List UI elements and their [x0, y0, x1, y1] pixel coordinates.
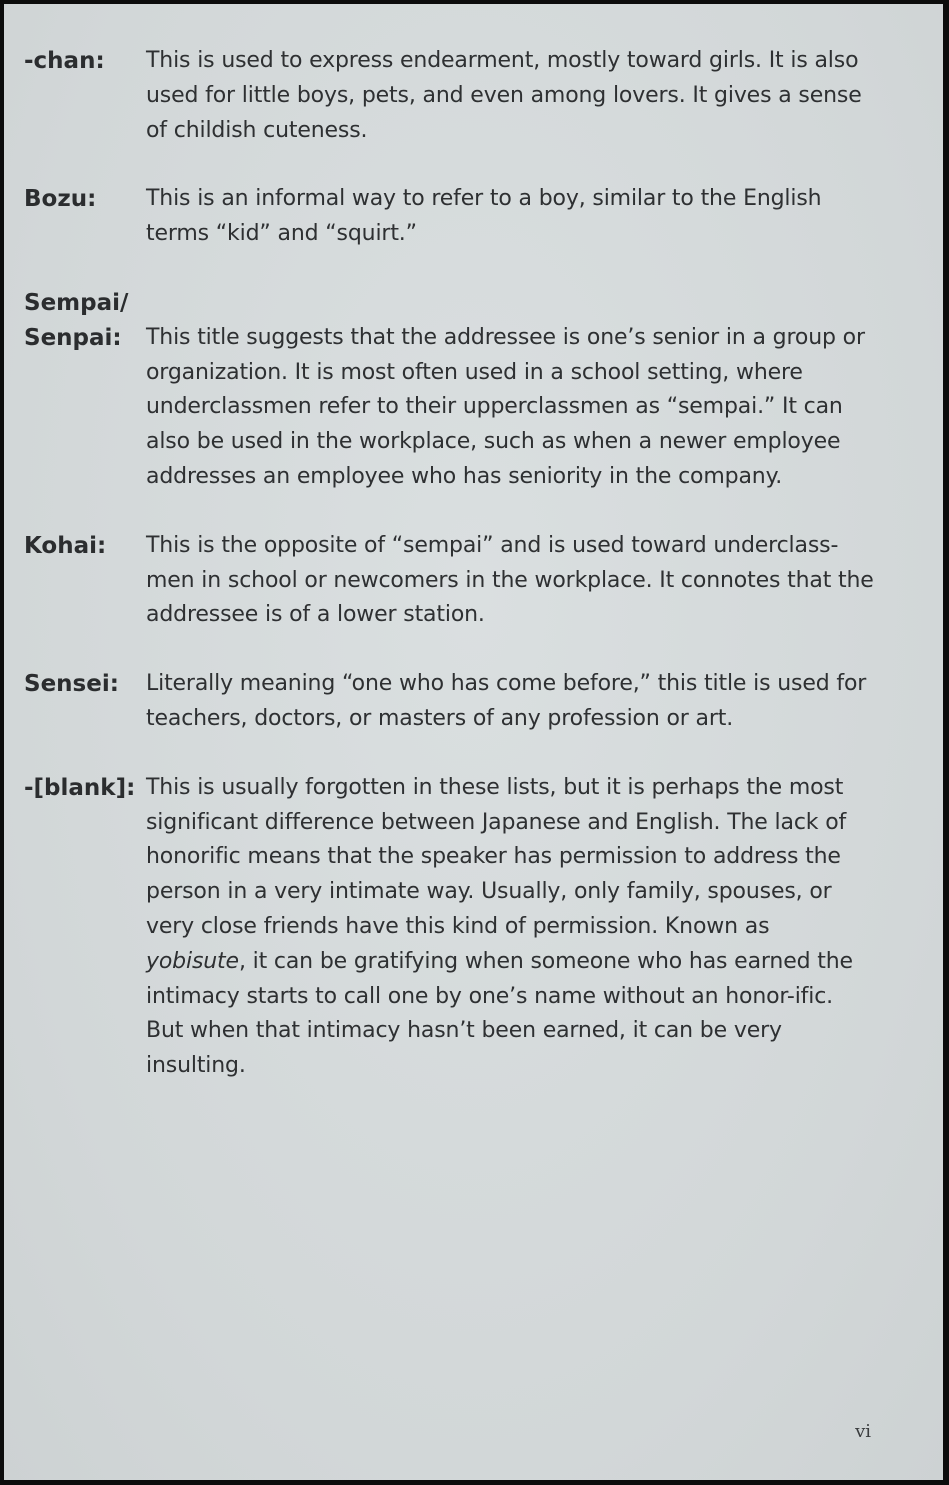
glossary-term: -chan: — [24, 48, 105, 74]
glossary-definition: This is an informal way to refer to a boy, similar to the English terms “kid” and “squirt.” — [146, 186, 822, 247]
glossary-entry-senpai — [24, 286, 874, 495]
glossary-term: Senpai: — [24, 324, 122, 351]
glossary-term: Sensei: — [24, 671, 119, 698]
glossary-definition: Literally meaning “one who has come before,” this title is used for teachers, doctors, or masters of any profession or art. — [146, 671, 867, 731]
glossary-term: Bozu: — [24, 186, 97, 213]
glossary-entry-bozu — [24, 182, 874, 252]
glossary-definition — [146, 771, 874, 1084]
glossary-entry-kohai — [24, 529, 874, 633]
glossary-entry-chan — [24, 44, 874, 148]
definition-text: , it can be gratifying when someone who has earned the intimacy starts to call one by one’s name without an honor-ific. But when that intimacy hasn’t been earned, it can be very insulting. — [146, 948, 853, 1079]
honorifics-glossary — [24, 44, 874, 1118]
glossary-entry-blank — [24, 771, 874, 1084]
book-page — [4, 4, 943, 1480]
glossary-term-line1: Sempai/ — [24, 289, 129, 316]
glossary-definition: This is used to express endearment, mostly toward girls. It is also used for little boys, pets, and even among lovers. It gives a sense of childish cuteness. — [146, 48, 862, 143]
page-number: vi — [855, 1421, 871, 1442]
definition-italic-term: yobisute — [146, 948, 239, 974]
glossary-definition: This is the opposite of “sempai” and is used toward underclass-men in school or newcomers in the workplace. It connotes that the addressee is of a lower station. — [146, 532, 874, 628]
glossary-entry-sensei — [24, 667, 874, 737]
glossary-definition: This title suggests that the addressee is one’s senior in a group or organization. It is most often used in a school setting, where underclassmen refer to their upperclassmen as “sempai.” It can also be used in the workplace, such as when a newer employee addresses an employee who has seniority in the company. — [146, 324, 865, 489]
glossary-term: -[blank]: — [24, 774, 136, 801]
glossary-term: Kohai: — [24, 532, 107, 559]
definition-text: This is usually forgotten in these lists, but it is perhaps the most significant difference between Japanese and English. The lack of honorific means that the speaker has permission to address the person in a very intimate way. Usually, only family, spouses, or very close friends have this kind of permission. Known as — [146, 774, 847, 939]
